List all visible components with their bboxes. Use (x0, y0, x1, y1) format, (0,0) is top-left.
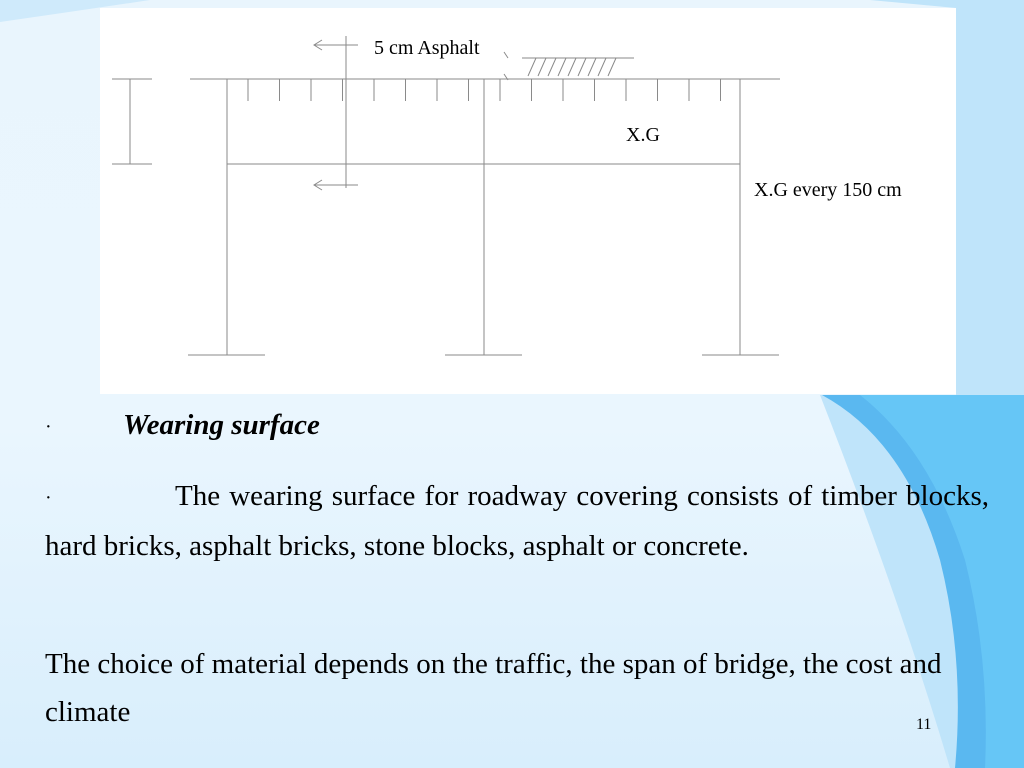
paragraph-2: The choice of material depends on the traffic, the span of bridge, the cost and climate (45, 648, 942, 728)
xg-spacing-label: X.G every 150 cm (754, 179, 902, 201)
section-heading: Wearing surface (123, 409, 320, 441)
heading-line (45, 401, 320, 451)
paragraph-1-text: The wearing surface for roadway covering consists of timber blocks, hard bricks, asphalt bricks, stone blocks, asphalt or concrete. (45, 480, 989, 563)
page-number: 11 (916, 716, 932, 733)
paragraph-1 (45, 472, 989, 570)
asphalt-label: 5 cm Asphalt (374, 37, 480, 59)
bridge-section-diagram (100, 8, 956, 394)
asphalt-hatch (528, 58, 616, 76)
xg-label: X.G (626, 124, 660, 146)
bullet: · (45, 416, 52, 439)
bullet: · (45, 487, 52, 510)
asphalt-leader-mark (504, 52, 508, 80)
diagram-panel (100, 8, 956, 394)
